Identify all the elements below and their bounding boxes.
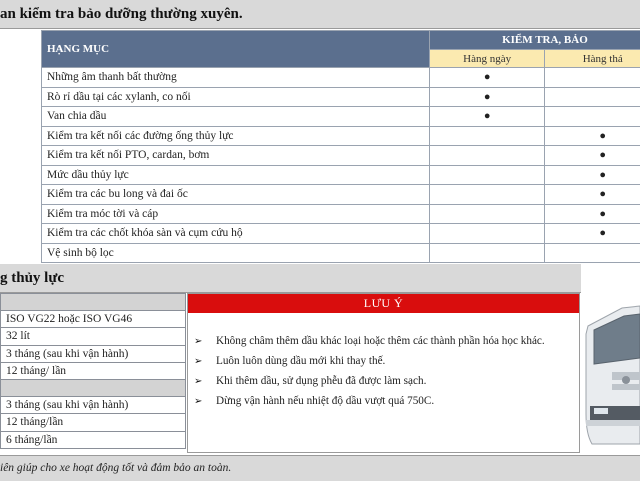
spec-value: ISO VG22 hoặc ISO VG46 <box>1 311 186 328</box>
daily-mark <box>429 185 545 205</box>
monthly-mark <box>545 243 640 263</box>
maintenance-item-label: Van chia dầu <box>42 107 430 127</box>
arrow-bullet-icon: ➢ <box>194 393 216 410</box>
maintenance-row <box>42 165 640 185</box>
spec-row <box>1 362 186 379</box>
spec-band-cell <box>1 379 186 396</box>
maintenance-item-label: Kiểm tra các bu long và đai ốc <box>42 185 430 205</box>
note-item-text: Luôn luôn dùng dầu mới khi thay thế. <box>216 353 385 370</box>
footer-note: iên giúp cho xe hoạt động tốt và đảm bảo an toàn. <box>0 455 640 481</box>
arrow-bullet-icon: ➢ <box>194 353 216 370</box>
truck-image <box>582 294 640 454</box>
maintenance-item-label: Kiểm tra các chốt khóa sàn và cụm cứu hộ <box>42 224 430 244</box>
header-monthly: Hàng thá <box>545 50 640 68</box>
maintenance-item-label: Những âm thanh bất thường <box>42 68 430 88</box>
spec-band-cell <box>1 294 186 311</box>
spec-row <box>1 345 186 362</box>
daily-mark <box>429 165 545 185</box>
daily-mark <box>429 126 545 146</box>
maintenance-row <box>42 204 640 224</box>
note-box <box>187 293 580 453</box>
maintenance-row <box>42 146 640 166</box>
maintenance-item-label: Rò rỉ dầu tại các xylanh, co nối <box>42 87 430 107</box>
note-item-text: Khi thêm dầu, sử dụng phễu đã được làm sạch. <box>216 373 426 390</box>
header-daily: Hàng ngày <box>429 50 545 68</box>
daily-mark: ● <box>429 68 545 88</box>
arrow-bullet-icon: ➢ <box>194 333 216 350</box>
maintenance-item-label: Kiểm tra kết nối PTO, cardan, bơm <box>42 146 430 166</box>
spec-row <box>1 431 186 448</box>
note-item <box>194 373 573 390</box>
daily-mark <box>429 243 545 263</box>
note-item-text: Không châm thêm dầu khác loại hoặc thêm các thành phần hóa học khác. <box>216 333 545 350</box>
monthly-mark <box>545 87 640 107</box>
daily-mark <box>429 224 545 244</box>
header-group: KIỂM TRA, BẢO <box>429 31 640 50</box>
maintenance-row <box>42 243 640 263</box>
spec-band-row <box>1 379 186 396</box>
daily-mark <box>429 146 545 166</box>
daily-mark: ● <box>429 87 545 107</box>
spec-row <box>1 328 186 345</box>
spec-value: 32 lít <box>1 328 186 345</box>
section-title-maintenance: an kiểm tra bảo dưỡng thường xuyên. <box>0 0 640 29</box>
daily-mark <box>429 204 545 224</box>
monthly-mark: ● <box>545 146 640 166</box>
maintenance-table <box>41 30 640 263</box>
note-list <box>188 333 579 410</box>
maintenance-item-label: Mức dầu thủy lực <box>42 165 430 185</box>
arrow-bullet-icon: ➢ <box>194 373 216 390</box>
hydraulic-spec-table <box>0 293 186 449</box>
section-title-hydraulic: g thủy lực <box>0 264 581 293</box>
spec-value: 12 tháng/ lần <box>1 362 186 379</box>
spec-row <box>1 311 186 328</box>
maintenance-item-label: Kiểm tra móc tời và cáp <box>42 204 430 224</box>
daily-mark: ● <box>429 107 545 127</box>
spec-value: 6 tháng/lần <box>1 431 186 448</box>
monthly-mark: ● <box>545 126 640 146</box>
maintenance-item-label: Kiểm tra kết nối các đường ống thủy lực <box>42 126 430 146</box>
monthly-mark: ● <box>545 185 640 205</box>
spec-band-row <box>1 294 186 311</box>
monthly-mark: ● <box>545 204 640 224</box>
note-item <box>194 333 573 350</box>
spec-row <box>1 414 186 431</box>
spec-value: 3 tháng (sau khi vận hành) <box>1 397 186 414</box>
maintenance-row <box>42 185 640 205</box>
note-item <box>194 353 573 370</box>
monthly-mark <box>545 68 640 88</box>
maintenance-row <box>42 224 640 244</box>
note-item-text: Dừng vận hành nếu nhiệt độ dầu vượt quá 750C. <box>216 393 434 410</box>
maintenance-row <box>42 107 640 127</box>
maintenance-row <box>42 126 640 146</box>
note-title: LƯU Ý <box>188 294 579 313</box>
maintenance-item-label: Vệ sinh bộ lọc <box>42 243 430 263</box>
spec-value: 3 tháng (sau khi vận hành) <box>1 345 186 362</box>
maintenance-row <box>42 68 640 88</box>
spec-row <box>1 397 186 414</box>
monthly-mark: ● <box>545 165 640 185</box>
header-item: HẠNG MỤC <box>42 31 430 68</box>
maintenance-row <box>42 87 640 107</box>
monthly-mark: ● <box>545 224 640 244</box>
note-item <box>194 393 573 410</box>
monthly-mark <box>545 107 640 127</box>
spec-value: 12 tháng/lần <box>1 414 186 431</box>
